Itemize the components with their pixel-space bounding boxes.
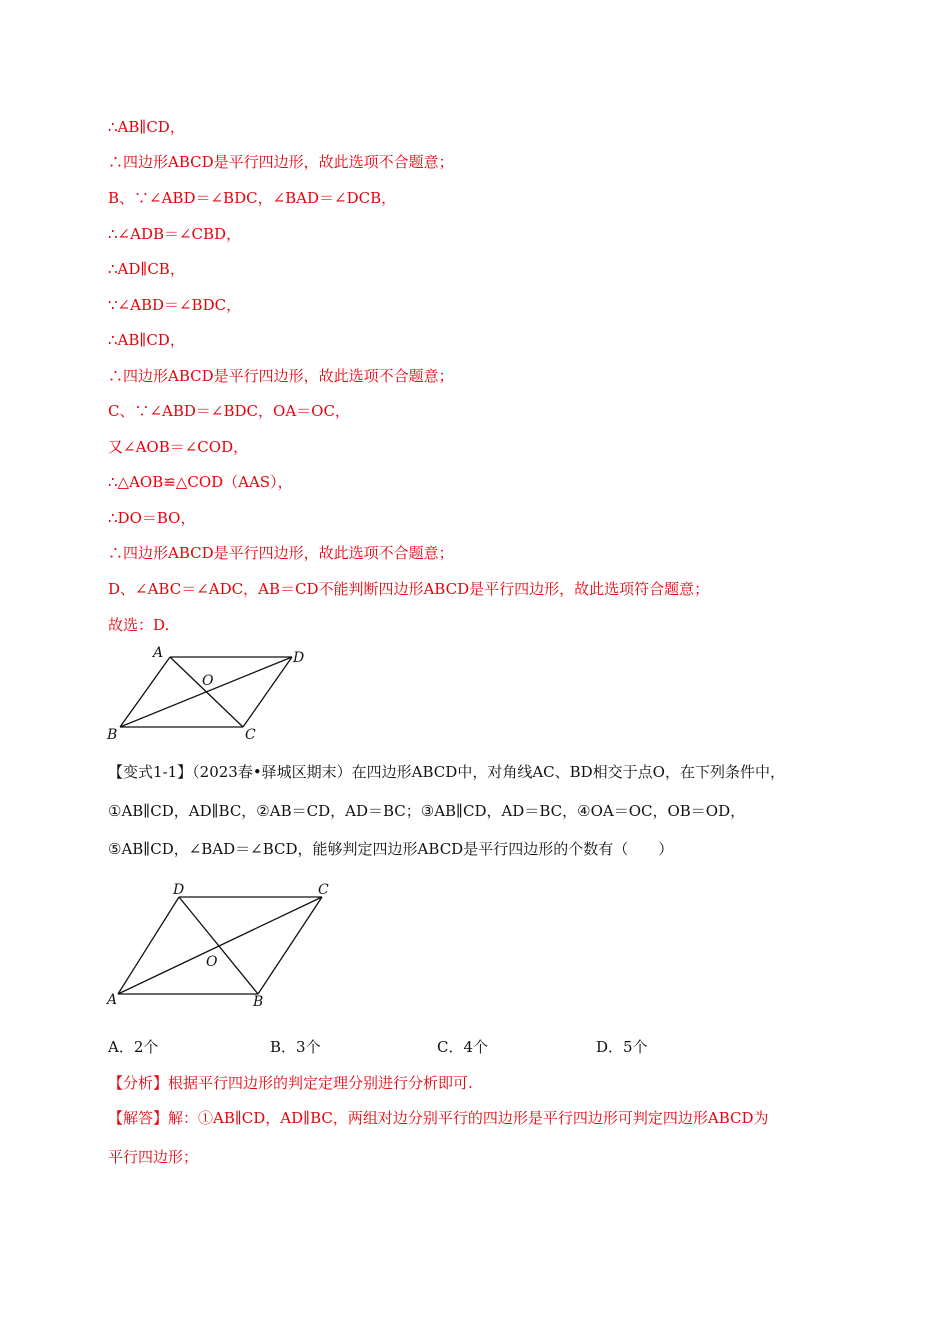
choice-b: B．3个	[270, 1038, 321, 1056]
variant-line-3: ⑤AB∥CD，∠BAD＝∠BCD，能够判定四边形ABCD是平行四边形的个数有（ ）	[108, 840, 674, 858]
parallelogram-figure-1	[100, 642, 320, 747]
diagonal-bd	[120, 657, 292, 727]
answer-line-2: 平行四边形；	[108, 1148, 199, 1166]
vertex-label-d: D	[293, 650, 305, 666]
solution-line-15: 故选：D.	[108, 616, 170, 634]
vertex-label-o: O	[206, 954, 218, 970]
analysis-line	[108, 1073, 473, 1093]
vertex-label-o: O	[202, 673, 214, 689]
analysis-tag: 【分析】	[108, 1074, 169, 1092]
variant-line-1: 【变式1-1】（2023春•驿城区期末）在四边形ABCD中，对角线AC、BD相交于点O，在下列条件中，	[108, 763, 785, 781]
analysis-text: 根据平行四边形的判定定理分别进行分析即可.	[168, 1074, 473, 1092]
solution-line-5: ∴AD∥CB，	[108, 260, 185, 278]
solution-line-1: ∴AB∥CD，	[108, 118, 185, 136]
vertex-label-a: A	[107, 992, 118, 1008]
solution-line-14: D、∠ABC＝∠ADC，AB＝CD不能判断四边形ABCD是平行四边形，故此选项符合题意；	[108, 580, 710, 598]
solution-line-10: 又∠AOB＝∠COD，	[108, 438, 249, 456]
choice-d: D．5个	[596, 1038, 648, 1056]
vertex-label-b: B	[253, 994, 264, 1010]
solution-line-7: ∴AB∥CD，	[108, 331, 185, 349]
solution-line-13: ∴四边形ABCD是平行四边形，故此选项不合题意；	[108, 544, 454, 562]
vertex-label-a: A	[153, 645, 164, 661]
variant-line-2: ①AB∥CD，AD∥BC，②AB＝CD，AD＝BC；③AB∥CD，AD＝BC，④OA＝OC，OB＝OD，	[108, 802, 746, 820]
choice-a: A．2个	[108, 1038, 159, 1056]
solution-line-12: ∴DO＝BO，	[108, 509, 196, 527]
vertex-label-c: C	[318, 882, 329, 898]
solution-line-8: ∴四边形ABCD是平行四边形，故此选项不合题意；	[108, 367, 454, 385]
solution-line-9: C、∵∠ABD＝∠BDC，OA＝OC，	[108, 402, 350, 420]
vertex-label-d: D	[173, 882, 185, 898]
solution-line-3: B、∵∠ABD＝∠BDC，∠BAD＝∠DCB，	[108, 189, 397, 207]
solution-line-11: ∴△AOB≌△COD（AAS），	[108, 473, 293, 491]
parallelogram-figure-2	[100, 876, 340, 1011]
vertex-label-b: B	[107, 727, 118, 743]
solution-line-4: ∴∠ADB＝∠CBD，	[108, 225, 242, 243]
solution-line-6: ∵∠ABD＝∠BDC，	[108, 296, 242, 314]
answer-line-1	[108, 1108, 769, 1128]
answer-tag: 【解答】	[108, 1109, 169, 1127]
solution-line-2: ∴四边形ABCD是平行四边形，故此选项不合题意；	[108, 153, 454, 171]
vertex-label-c: C	[245, 727, 256, 743]
choice-c: C．4个	[437, 1038, 489, 1056]
answer-text-1: 解：①AB∥CD，AD∥BC，两组对边分别平行的四边形是平行四边形可判定四边形ABCD为	[168, 1109, 769, 1127]
diagonal-bd	[179, 897, 258, 994]
